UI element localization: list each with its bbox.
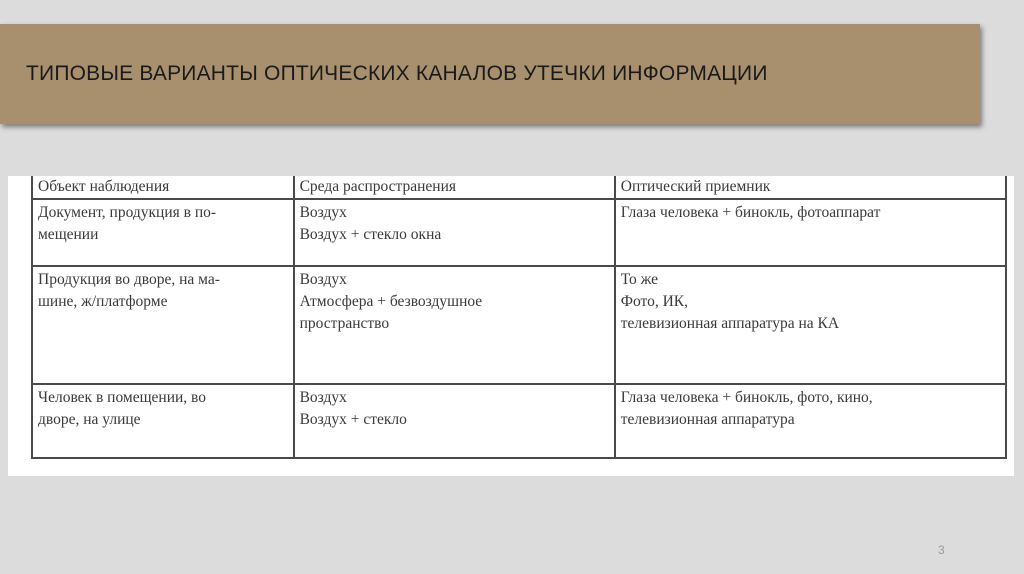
cell-line: Глаза человека + бинокль, фото, кино, xyxy=(620,389,873,406)
cell-line: Воздух xyxy=(299,389,347,406)
slide-title: ТИПОВЫЕ ВАРИАНТЫ ОПТИЧЕСКИХ КАНАЛОВ УТЕЧКИ ИНФОРМАЦИИ xyxy=(26,62,768,85)
cell-line: мещении xyxy=(38,226,99,243)
page-number: 3 xyxy=(938,543,945,557)
cell-line: То же xyxy=(620,271,659,288)
optical-channels-table xyxy=(31,176,1007,459)
header-cell-object: Объект наблюдения xyxy=(32,176,294,199)
cell-line: Воздух + стекло окна xyxy=(299,226,442,243)
cell-medium xyxy=(294,384,615,458)
cell-line: Человек в помещении, во xyxy=(38,389,206,406)
header-cell-medium: Среда распространения xyxy=(294,176,615,199)
cell-receiver xyxy=(615,384,1006,458)
cell-object xyxy=(32,199,294,266)
cell-line: Воздух xyxy=(299,204,347,221)
cell-object xyxy=(32,384,294,458)
cell-line: шине, ж/платформе xyxy=(38,293,168,310)
cell-line: Глаза человека + бинокль, фотоаппарат xyxy=(620,204,881,221)
cell-medium xyxy=(294,199,615,266)
cell-receiver xyxy=(615,266,1006,384)
table-row xyxy=(32,199,1006,266)
header-cell-receiver: Оптический приемник xyxy=(615,176,1006,199)
cell-line: телевизионная аппаратура на КА xyxy=(620,315,840,332)
cell-object xyxy=(32,266,294,384)
cell-line: телевизионная аппаратура xyxy=(620,411,795,428)
table-row xyxy=(32,384,1006,458)
table-header-row xyxy=(32,176,1006,199)
cell-line: Продукция во дворе, на ма- xyxy=(38,271,220,288)
cell-medium xyxy=(294,266,615,384)
cell-line: Документ, продукция в по- xyxy=(38,204,217,221)
cell-line: пространство xyxy=(299,315,390,332)
table-panel xyxy=(8,176,1014,476)
cell-receiver xyxy=(615,199,1006,266)
cell-line: Атмосфера + безвоздушное xyxy=(299,293,483,310)
title-band xyxy=(0,24,980,124)
cell-line: Воздух xyxy=(299,271,347,288)
table-row xyxy=(32,266,1006,384)
cell-line: Воздух + стекло xyxy=(299,411,407,428)
cell-line: Фото, ИК, xyxy=(620,293,689,310)
cell-line: дворе, на улице xyxy=(38,411,141,428)
